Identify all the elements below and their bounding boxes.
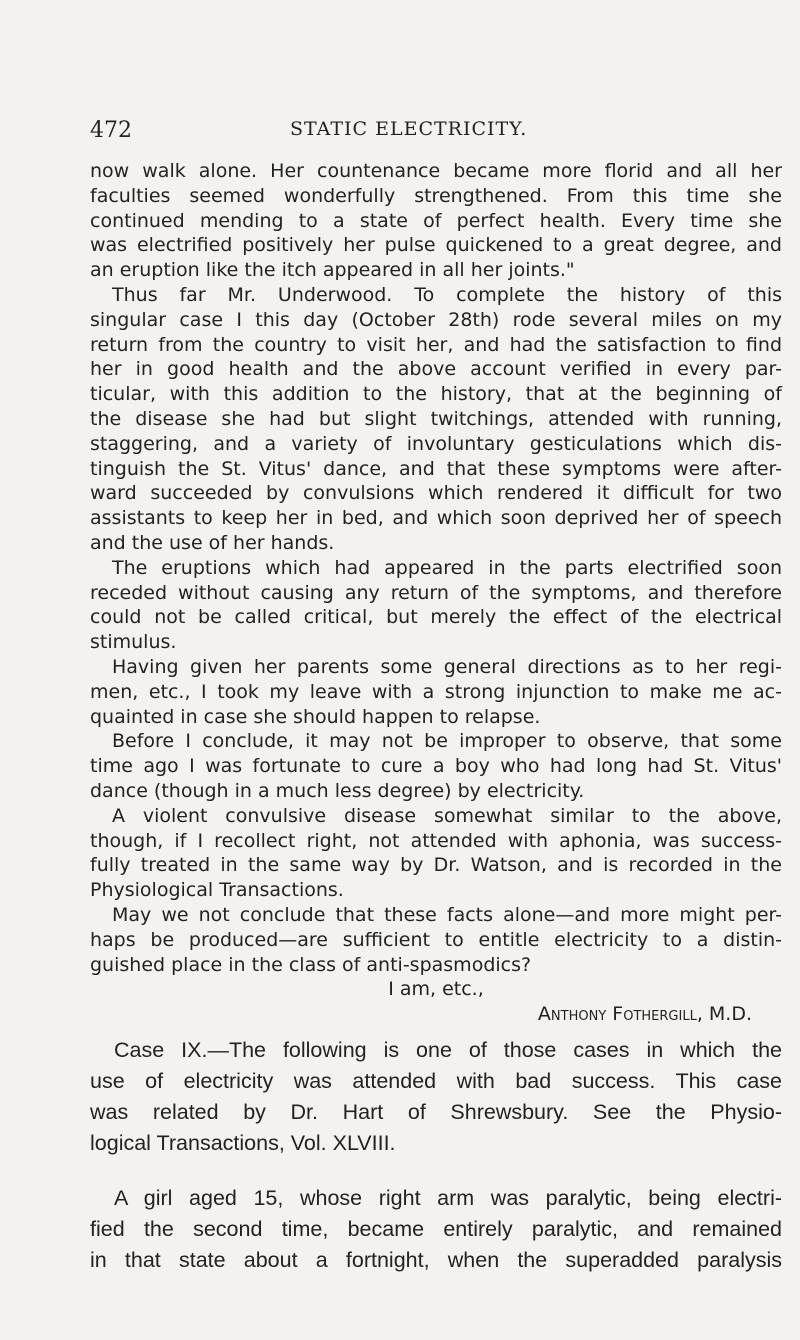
text-line: ward succeeded by convulsions which rendered it difficult for two [90, 482, 782, 505]
text-line: in that state about a fortnight, when the superadded paralysis [90, 1248, 782, 1272]
text-line: Thus far Mr. Underwood. To complete the history of this [112, 283, 782, 306]
text-line: an eruption like the itch appeared in all her joints." [90, 259, 575, 282]
running-head: STATIC ELECTRICITY. [290, 118, 528, 140]
text-line: guished place in the class of anti-spasmodics? [90, 953, 532, 976]
text-line: May we not conclude that these facts alone—and more might per- [112, 903, 782, 926]
text-line: assistants to keep her in bed, and which soon deprived her of speech [90, 507, 782, 530]
text-line: use of electricity was attended with bad success. This case [90, 1069, 782, 1093]
text-line: logical Transactions, Vol. XLVIII. [90, 1131, 396, 1155]
text-line: receded without causing any return of the symptoms, and therefore [90, 581, 782, 604]
text-line: faculties seemed wonderfully strengthened. From this time she [90, 184, 782, 207]
signature: Anthony Fothergill, M.D. [537, 1003, 752, 1026]
page-header [90, 118, 780, 148]
text-line: stimulus. [90, 631, 177, 654]
text-line: return from the country to visit her, and had the satisfaction to find [90, 333, 782, 356]
text-line: fied the second time, became entirely paralytic, and remained [90, 1217, 782, 1241]
text-line: haps be produced—are sufficient to entitle electricity to a distin- [90, 928, 782, 951]
text-line: Physiological Transactions. [90, 879, 344, 902]
text-line: though, if I recollect right, not attended with aphonia, was success- [90, 829, 782, 852]
text-line: and the use of her hands. [90, 531, 335, 554]
text-line: time ago I was fortunate to cure a boy who had long had St. Vitus' [90, 755, 782, 778]
text-line: Having given her parents some general directions as to her regi- [112, 655, 782, 678]
text-line: men, etc., I took my leave with a strong injunction to make me ac- [90, 680, 782, 703]
text-line: continued mending to a state of perfect health. Every time she [90, 209, 782, 232]
text-line: ticular, with this addition to the history, that at the beginning of [90, 383, 782, 406]
text-line: Case IX.—The following is one of those cases in which the [114, 1038, 782, 1062]
body-text [90, 159, 782, 1027]
text-line: was related by Dr. Hart of Shrewsbury. See the Physio- [90, 1100, 782, 1124]
closing: I am, etc., [388, 978, 484, 1001]
text-line: quainted in case she should happen to relapse. [90, 705, 541, 728]
text-line: her in good health and the above account verified in every par- [90, 358, 782, 381]
text-line: The eruptions which had appeared in the parts electrified soon [112, 556, 782, 579]
case-ix-section [90, 1035, 782, 1276]
text-line: now walk alone. Her countenance became more florid and all her [90, 160, 782, 182]
text-line: tinguish the St. Vitus' dance, and that these symptoms were after- [90, 457, 782, 480]
text-line: the disease she had but slight twitchings, attended with running, [90, 407, 782, 430]
text-line: Before I conclude, it may not be improper to observe, that some [112, 730, 782, 753]
text-line: was electrified positively her pulse quickened to a great degree, and [90, 234, 782, 257]
text-line: A girl aged 15, whose right arm was paralytic, being electri- [114, 1186, 782, 1210]
page-number: 472 [90, 118, 132, 143]
text-line: fully treated in the same way by Dr. Watson, and is recorded in the [90, 854, 782, 877]
text-line: could not be called critical, but merely the effect of the electrical [90, 606, 782, 629]
text-line: singular case I this day (October 28th) rode several miles on my [90, 308, 782, 331]
text-line: dance (though in a much less degree) by electricity. [90, 779, 585, 802]
text-line: A violent convulsive disease somewhat similar to the above, [112, 804, 782, 827]
text-line: staggering, and a variety of involuntary gesticulations which dis- [90, 432, 782, 455]
